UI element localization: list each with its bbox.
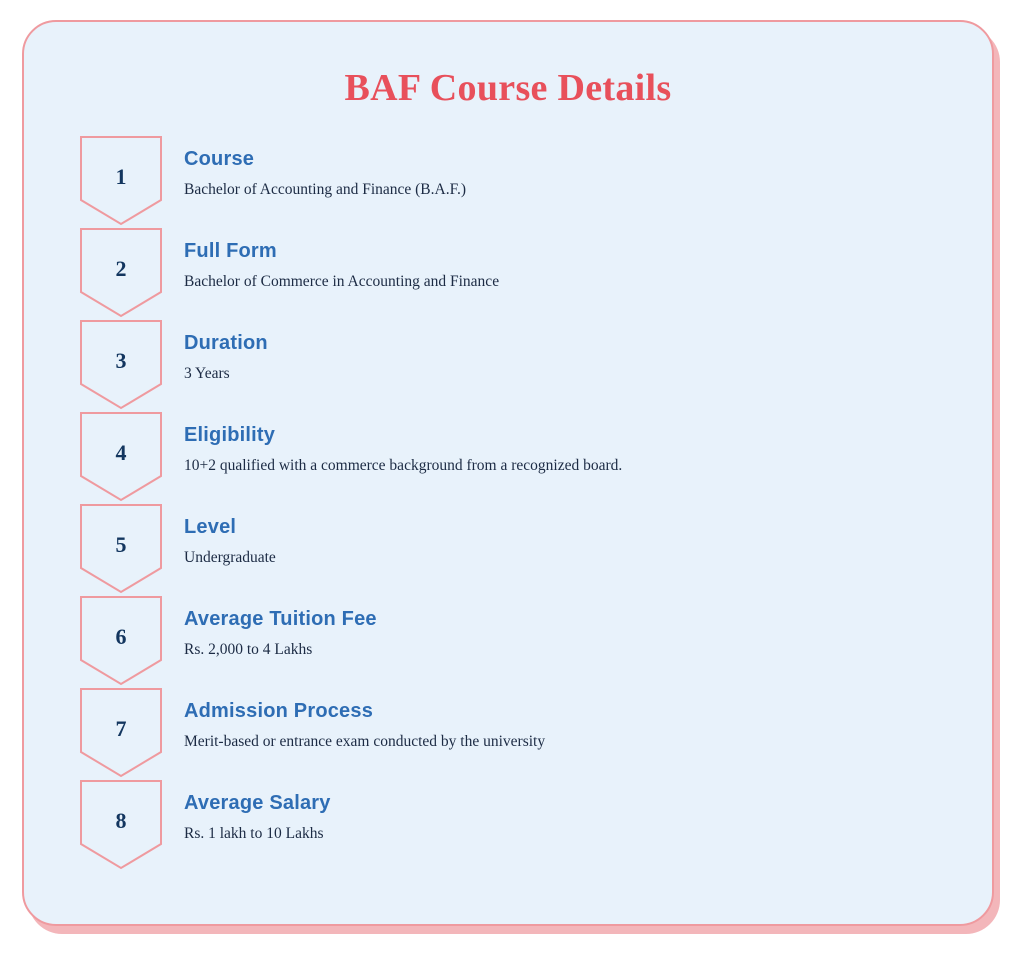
row-label: Average Tuition Fee — [184, 608, 377, 630]
step-badge — [80, 780, 162, 872]
step-number: 1 — [115, 164, 127, 189]
row-label: Eligibility — [184, 424, 276, 446]
step-badge — [80, 228, 162, 320]
step-badge — [80, 136, 162, 228]
row-value: Bachelor of Commerce in Accounting and Finance — [184, 273, 500, 290]
row-value: 3 Years — [184, 365, 230, 382]
step-number: 2 — [115, 256, 127, 281]
row-value: Bachelor of Accounting and Finance (B.A.F.) — [184, 181, 466, 198]
row-label: Average Salary — [184, 792, 331, 814]
step-badge — [80, 412, 162, 504]
page-title: BAF Course Details — [344, 67, 672, 109]
row-value: 10+2 qualified with a commerce background from a recognized board. — [184, 457, 623, 474]
row-content — [162, 596, 377, 659]
step-badge — [80, 504, 162, 596]
list-item — [80, 320, 992, 412]
row-content — [162, 504, 276, 567]
row-content — [162, 228, 499, 291]
row-label: Duration — [184, 332, 268, 354]
step-number: 6 — [115, 624, 127, 649]
list-item — [80, 780, 992, 872]
row-label: Level — [184, 516, 237, 538]
row-content — [162, 320, 268, 383]
row-value: Merit-based or entrance exam conducted by the university — [184, 733, 546, 750]
step-number: 3 — [115, 348, 127, 373]
list-item — [80, 228, 992, 320]
row-value: Rs. 1 lakh to 10 Lakhs — [184, 825, 324, 842]
step-number: 7 — [115, 716, 127, 741]
step-number: 4 — [115, 440, 127, 465]
row-label: Full Form — [184, 240, 277, 262]
row-content — [162, 412, 622, 475]
row-label: Admission Process — [184, 700, 374, 722]
row-value: Undergraduate — [184, 549, 276, 566]
row-label: Course — [184, 148, 255, 170]
infographic-card — [22, 20, 994, 926]
step-badge — [80, 320, 162, 412]
details-list — [24, 136, 992, 872]
row-value: Rs. 2,000 to 4 Lakhs — [184, 641, 313, 658]
row-content — [162, 136, 466, 199]
list-item — [80, 688, 992, 780]
list-item — [80, 504, 992, 596]
step-badge — [80, 688, 162, 780]
row-content — [162, 688, 545, 751]
list-item — [80, 596, 992, 688]
list-item — [80, 412, 992, 504]
list-item — [80, 136, 992, 228]
step-number: 5 — [115, 532, 127, 557]
step-number: 8 — [115, 808, 127, 833]
step-badge — [80, 596, 162, 688]
row-content — [162, 780, 331, 843]
